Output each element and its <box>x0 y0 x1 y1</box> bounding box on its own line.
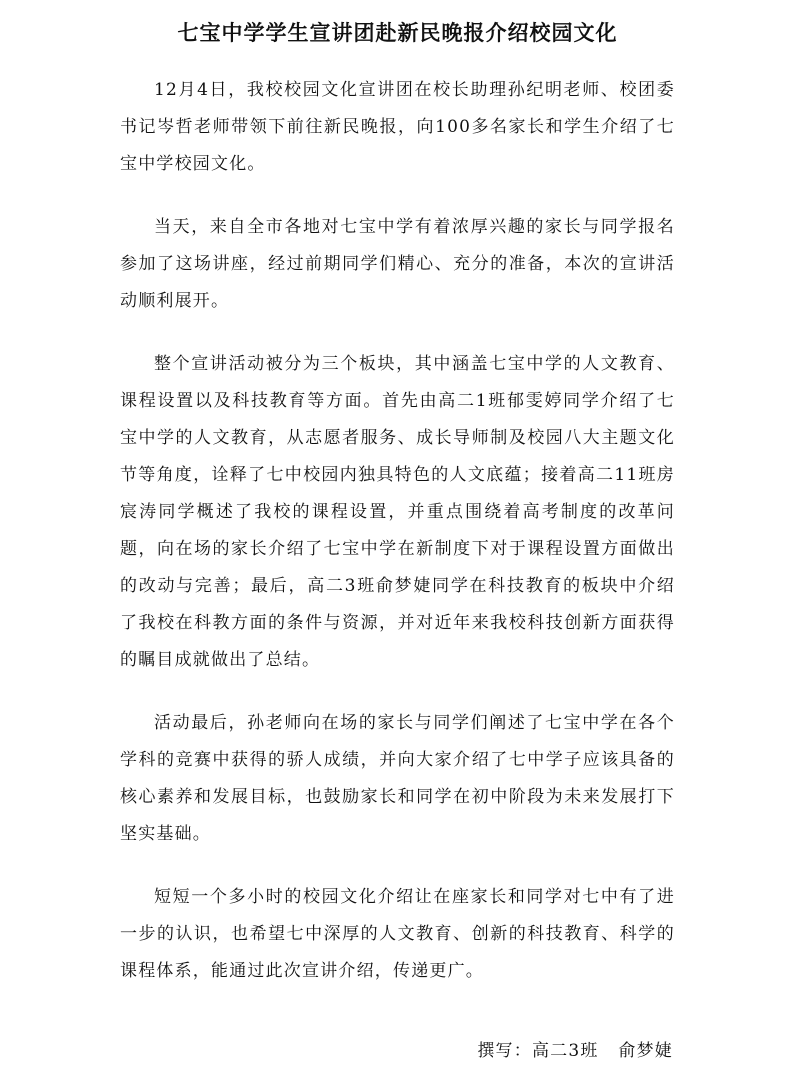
article-paragraph-4: 活动最后，孙老师向在场的家长与同学们阐述了七宝中学在各个学科的竞赛中获得的骄人成绩，并向大家介绍了七中学子应该具备的核心素养和发展目标，也鼓励家长和同学在初中阶段为未来发展打下坚实基础。 <box>120 713 675 844</box>
article-paragraph-1: 12月4日，我校校园文化宣讲团在校长助理孙纪明老师、校团委书记岑哲老师带领下前往新民晚报，向100多名家长和学生介绍了七宝中学校园文化。 <box>120 80 675 174</box>
author-signature: 撰写：高二3班 俞梦婕 <box>477 1041 673 1061</box>
article-title: 七宝中学学生宣讲团赴新民晚报介绍校园文化 <box>177 20 618 45</box>
article-paragraph-5: 短短一个多小时的校园文化介绍让在座家长和同学对七中有了进一步的认识，也希望七中深厚的人文教育、创新的科技教育、科学的课程体系，能通过此次宣讲介绍，传递更广。 <box>120 887 675 981</box>
article-paragraph-3: 整个宣讲活动被分为三个板块，其中涵盖七宝中学的人文教育、课程设置以及科技教育等方面。首先由高二1班郁雯婷同学介绍了七宝中学的人文教育，从志愿者服务、成长导师制及校园八大主题文化节等角度，诠释了七中校园内独具特色的人文底蕴；接着高二11班房宸涛同学概述了我校的课程设置，并重点围绕着高考制度的改革问题，向在场的家长介绍了七宝中学在新制度下对于课程设置方面做出的改动与完善；最后，高二3班俞梦婕同学在科技教育的板块中介绍了我校在科教方面的条件与资源，并对近年来我校科技创新方面获得的瞩目成就做出了总结。 <box>120 354 675 670</box>
article-paragraph-2: 当天，来自全市各地对七宝中学有着浓厚兴趣的家长与同学报名参加了这场讲座，经过前期同学们精心、充分的准备，本次的宣讲活动顺利展开。 <box>120 217 675 311</box>
